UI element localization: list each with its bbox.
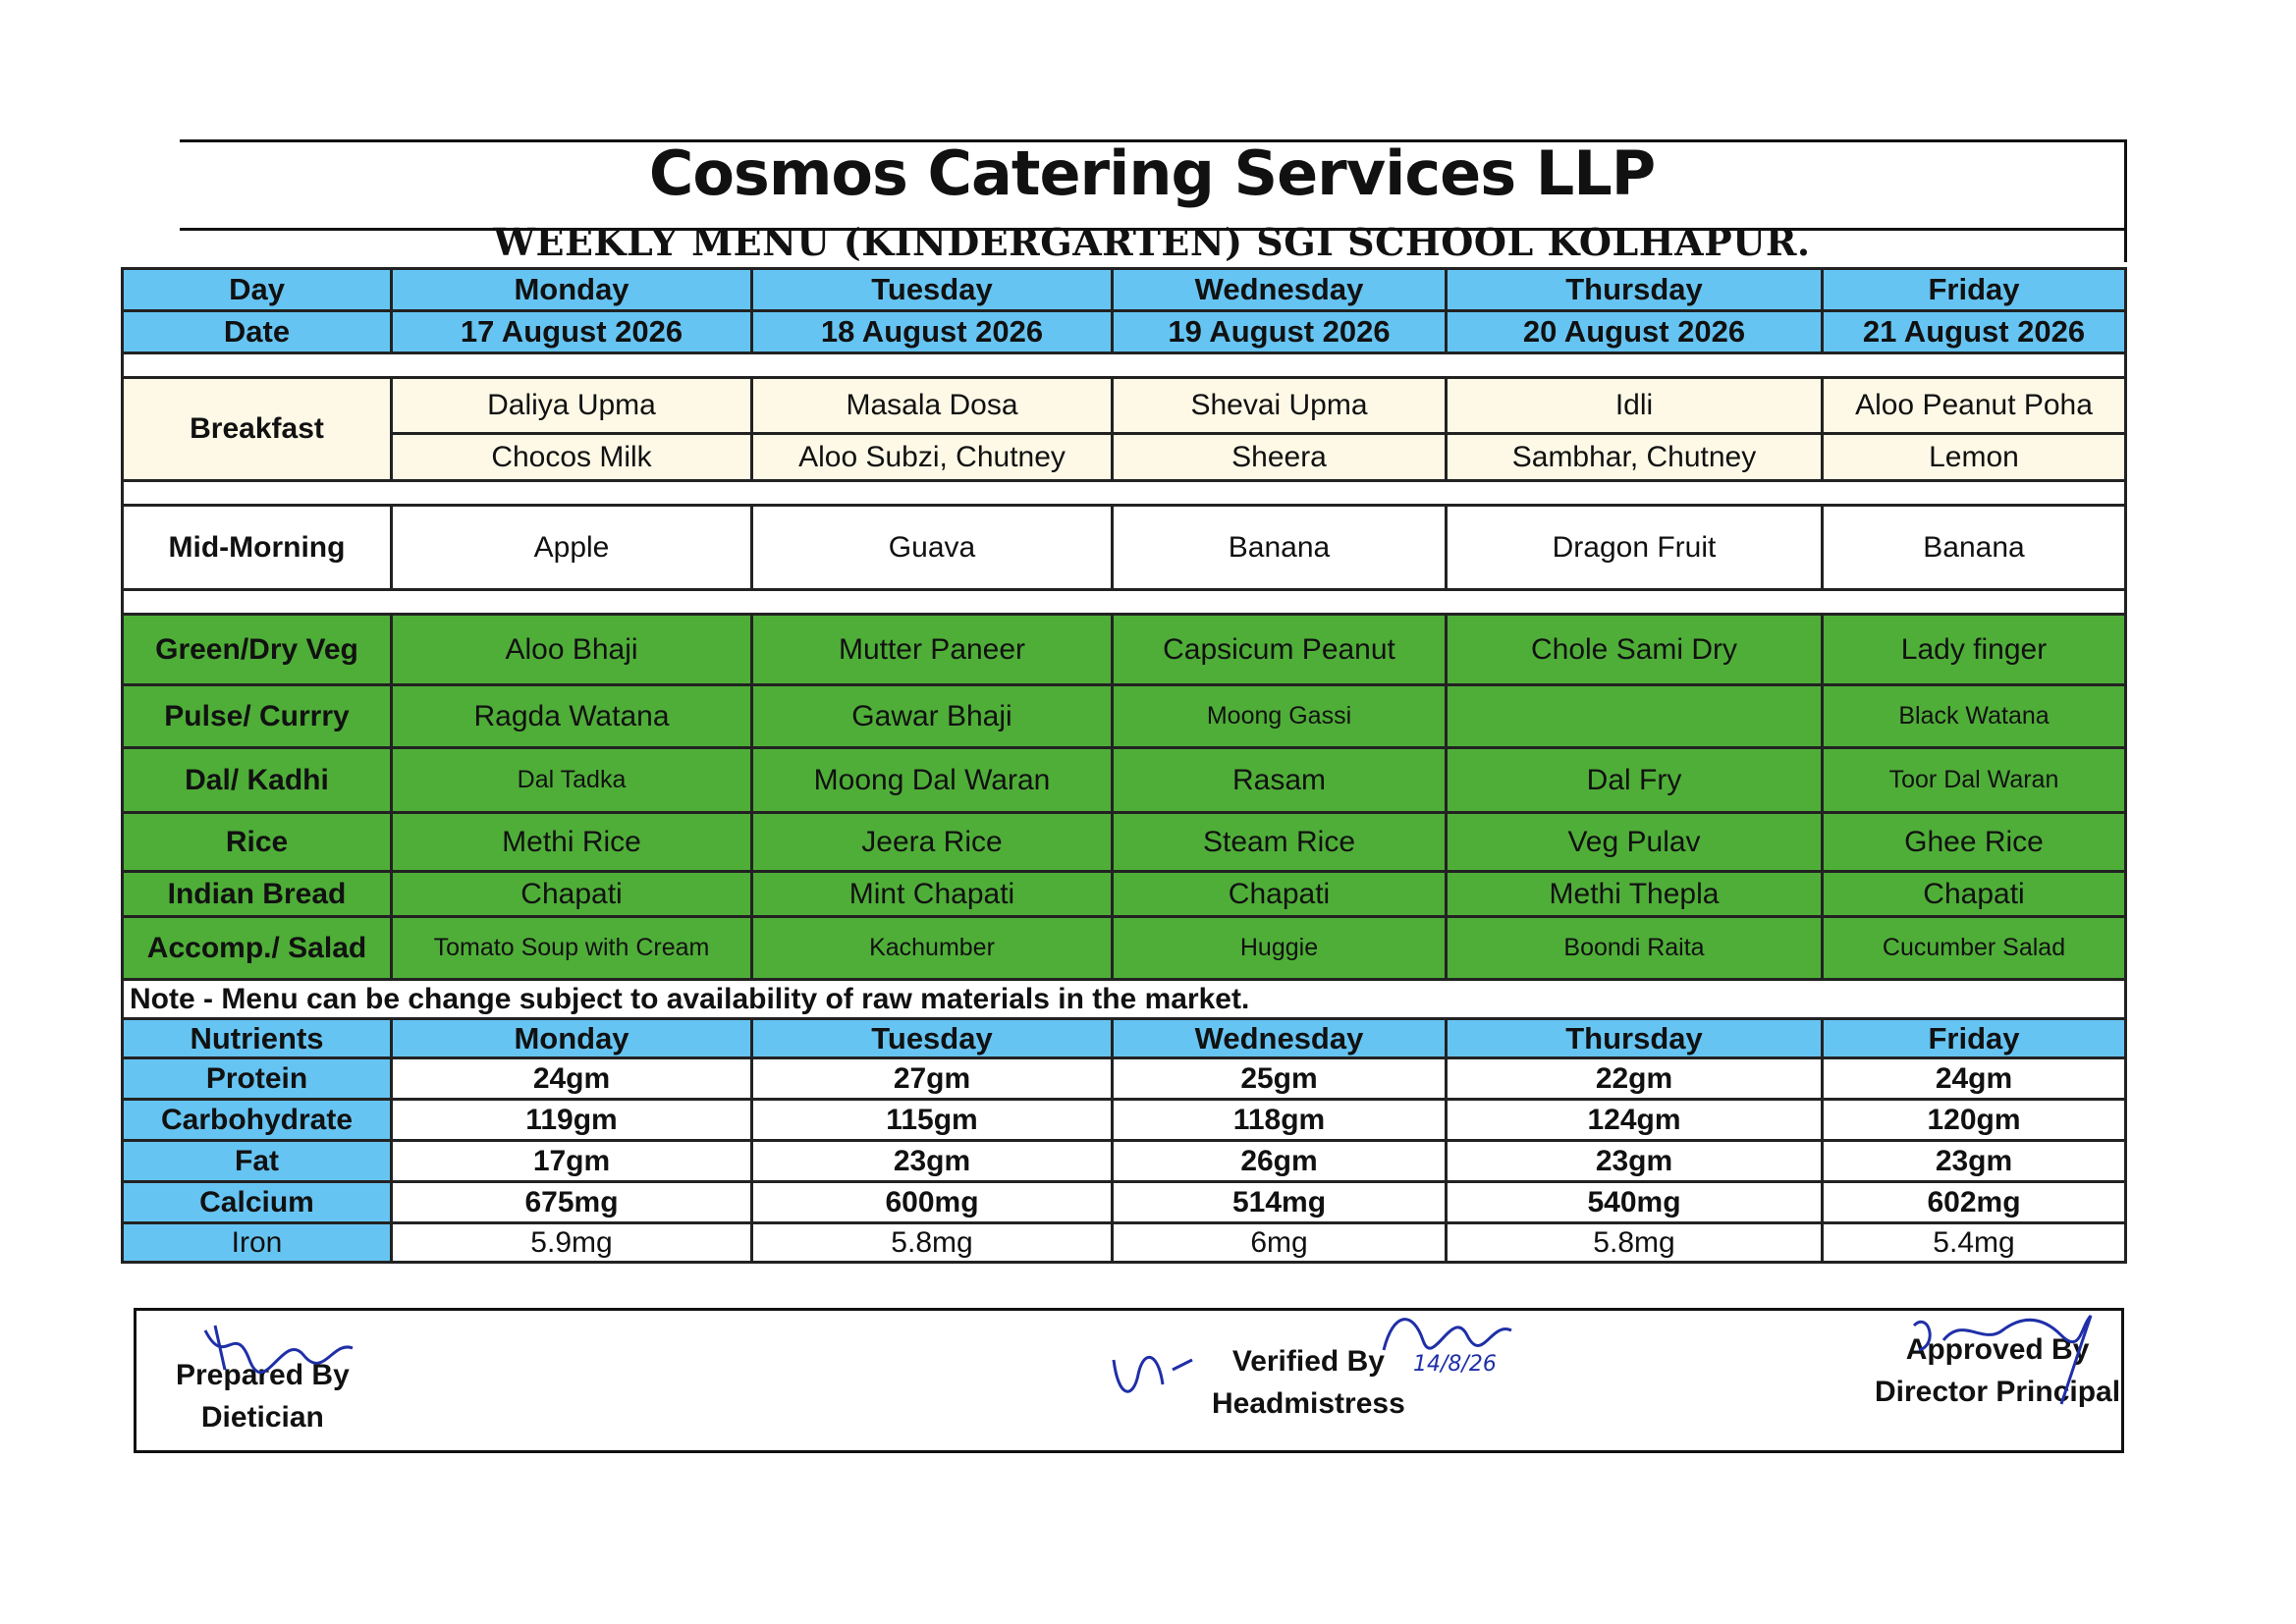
lunch-item: Rasam bbox=[1113, 748, 1447, 813]
day-label: Day bbox=[123, 269, 392, 311]
lunch-label: Dal/ Kadhi bbox=[123, 748, 392, 813]
lunch-item: Chapati bbox=[1113, 872, 1447, 917]
separator bbox=[123, 353, 2126, 378]
day-row bbox=[123, 269, 2126, 311]
mid-morning-row bbox=[123, 506, 2126, 590]
mid-morning-label: Mid-Morning bbox=[123, 506, 392, 590]
lunch-row bbox=[123, 615, 2126, 685]
mid-morning-item: Dragon Fruit bbox=[1447, 506, 1823, 590]
nutrient-value: 5.8mg bbox=[1447, 1223, 1823, 1263]
initials-signature bbox=[1104, 1330, 1212, 1419]
nutrients-label: Nutrients bbox=[123, 1019, 392, 1058]
date-friday: 21 August 2026 bbox=[1823, 311, 2126, 353]
approved-by-label: Approved By bbox=[1905, 1333, 2090, 1366]
dietician-signature bbox=[195, 1311, 362, 1389]
nutrient-value: 675mg bbox=[392, 1182, 752, 1223]
breakfast-row-side bbox=[123, 434, 2126, 481]
mid-morning-item: Apple bbox=[392, 506, 752, 590]
nutrient-value: 24gm bbox=[392, 1058, 752, 1100]
lunch-item: Tomato Soup with Cream bbox=[392, 917, 752, 980]
breakfast-side: Lemon bbox=[1823, 434, 2126, 481]
lunch-label: Indian Bread bbox=[123, 872, 392, 917]
separator-cell bbox=[123, 590, 2126, 615]
lunch-item: Veg Pulav bbox=[1447, 813, 1823, 872]
nutrients-header-row bbox=[123, 1019, 2126, 1058]
lunch-label: Accomp./ Salad bbox=[123, 917, 392, 980]
separator-cell bbox=[123, 353, 2126, 378]
nutrient-row bbox=[123, 1141, 2126, 1182]
lunch-item: Gawar Bhaji bbox=[752, 685, 1113, 748]
principal-signature bbox=[1904, 1306, 2101, 1414]
lunch-row bbox=[123, 685, 2126, 748]
prepared-role: Dietician bbox=[200, 1401, 324, 1434]
note-row bbox=[123, 980, 2126, 1019]
nutrient-row bbox=[123, 1223, 2126, 1263]
nutrient-day: Tuesday bbox=[752, 1019, 1113, 1058]
nutrient-value: 23gm bbox=[1823, 1141, 2126, 1182]
day-monday: Monday bbox=[392, 269, 752, 311]
verified-by-label: Verified By bbox=[1231, 1345, 1385, 1378]
breakfast-main: Shevai Upma bbox=[1113, 378, 1447, 434]
lunch-item: Ragda Watana bbox=[392, 685, 752, 748]
nutrient-value: 23gm bbox=[752, 1141, 1113, 1182]
nutrient-label: Carbohydrate bbox=[123, 1100, 392, 1141]
lunch-item: Mutter Paneer bbox=[752, 615, 1113, 685]
weekly-menu-table bbox=[121, 267, 2127, 1264]
lunch-item bbox=[1447, 685, 1823, 748]
lunch-item: Cucumber Salad bbox=[1823, 917, 2126, 980]
nutrient-value: 5.8mg bbox=[752, 1223, 1113, 1263]
date-thursday: 20 August 2026 bbox=[1447, 311, 1823, 353]
day-wednesday: Wednesday bbox=[1113, 269, 1447, 311]
nutrient-day: Thursday bbox=[1447, 1019, 1823, 1058]
nutrient-value: 602mg bbox=[1823, 1182, 2126, 1223]
mid-morning-item: Banana bbox=[1823, 506, 2126, 590]
date-row bbox=[123, 311, 2126, 353]
lunch-item: Black Watana bbox=[1823, 685, 2126, 748]
nutrient-value: 600mg bbox=[752, 1182, 1113, 1223]
nutrient-row bbox=[123, 1100, 2126, 1141]
lunch-item: Ghee Rice bbox=[1823, 813, 2126, 872]
breakfast-side: Sheera bbox=[1113, 434, 1447, 481]
day-tuesday: Tuesday bbox=[752, 269, 1113, 311]
date-tuesday: 18 August 2026 bbox=[752, 311, 1113, 353]
nutrient-value: 115gm bbox=[752, 1100, 1113, 1141]
page-subtitle: WEEKLY MENU (KINDERGARTEN) SGI SCHOOL KOLHAPUR. bbox=[493, 220, 1811, 264]
nutrient-day: Wednesday bbox=[1113, 1019, 1447, 1058]
separator bbox=[123, 481, 2126, 506]
lunch-item: Jeera Rice bbox=[752, 813, 1113, 872]
lunch-item: Moong Dal Waran bbox=[752, 748, 1113, 813]
nutrient-value: 118gm bbox=[1113, 1100, 1447, 1141]
date-monday: 17 August 2026 bbox=[392, 311, 752, 353]
date-wednesday: 19 August 2026 bbox=[1113, 311, 1447, 353]
lunch-item: Chole Sami Dry bbox=[1447, 615, 1823, 685]
nutrient-value: 5.9mg bbox=[392, 1223, 752, 1263]
nutrient-label: Protein bbox=[123, 1058, 392, 1100]
verified-role: Headmistress bbox=[1212, 1387, 1405, 1420]
signature-box bbox=[134, 1308, 2124, 1453]
page-title: Cosmos Catering Services LLP bbox=[648, 137, 1656, 209]
note-text: Note - Menu can be change subject to availability of raw materials in the market. bbox=[123, 980, 2126, 1019]
separator bbox=[123, 590, 2126, 615]
menu-sheet bbox=[121, 139, 2124, 1453]
nutrient-value: 25gm bbox=[1113, 1058, 1447, 1100]
nutrient-value: 5.4mg bbox=[1823, 1223, 2126, 1263]
separator-cell bbox=[123, 481, 2126, 506]
lunch-item: Dal Tadka bbox=[392, 748, 752, 813]
nutrient-value: 514mg bbox=[1113, 1182, 1447, 1223]
nutrient-value: 120gm bbox=[1823, 1100, 2126, 1141]
breakfast-main: Masala Dosa bbox=[752, 378, 1113, 434]
approved-role: Director Principal bbox=[1875, 1376, 2121, 1408]
nutrient-value: 26gm bbox=[1113, 1141, 1447, 1182]
nutrient-value: 23gm bbox=[1447, 1141, 1823, 1182]
lunch-row bbox=[123, 872, 2126, 917]
lunch-label: Pulse/ Currry bbox=[123, 685, 392, 748]
nutrient-day: Monday bbox=[392, 1019, 752, 1058]
breakfast-main: Daliya Upma bbox=[392, 378, 752, 434]
verified-date: 14/8/26 bbox=[1413, 1352, 1497, 1377]
breakfast-side: Chocos Milk bbox=[392, 434, 752, 481]
lunch-item: Lady finger bbox=[1823, 615, 2126, 685]
day-thursday: Thursday bbox=[1447, 269, 1823, 311]
lunch-item: Chapati bbox=[1823, 872, 2126, 917]
nutrient-value: 540mg bbox=[1447, 1182, 1823, 1223]
nutrient-value: 17gm bbox=[392, 1141, 752, 1182]
nutrient-label: Iron bbox=[123, 1223, 392, 1263]
lunch-item: Chapati bbox=[392, 872, 752, 917]
lunch-row bbox=[123, 917, 2126, 980]
lunch-row bbox=[123, 813, 2126, 872]
nutrient-value: 6mg bbox=[1113, 1223, 1447, 1263]
breakfast-main: Idli bbox=[1447, 378, 1823, 434]
lunch-item: Steam Rice bbox=[1113, 813, 1447, 872]
lunch-item: Mint Chapati bbox=[752, 872, 1113, 917]
nutrient-value: 24gm bbox=[1823, 1058, 2126, 1100]
lunch-row bbox=[123, 748, 2126, 813]
nutrient-row bbox=[123, 1182, 2126, 1223]
breakfast-side: Sambhar, Chutney bbox=[1447, 434, 1823, 481]
breakfast-row-main bbox=[123, 378, 2126, 434]
lunch-item: Toor Dal Waran bbox=[1823, 748, 2126, 813]
lunch-label: Green/Dry Veg bbox=[123, 615, 392, 685]
breakfast-main: Aloo Peanut Poha bbox=[1823, 378, 2126, 434]
day-friday: Friday bbox=[1823, 269, 2126, 311]
prepared-by-label: Prepared By bbox=[176, 1359, 350, 1391]
nutrient-label: Calcium bbox=[123, 1182, 392, 1223]
lunch-item: Huggie bbox=[1113, 917, 1447, 980]
nutrient-label: Fat bbox=[123, 1141, 392, 1182]
lunch-item: Methi Thepla bbox=[1447, 872, 1823, 917]
lunch-item: Kachumber bbox=[752, 917, 1113, 980]
lunch-item: Boondi Raita bbox=[1447, 917, 1823, 980]
lunch-item: Moong Gassi bbox=[1113, 685, 1447, 748]
nutrient-row bbox=[123, 1058, 2126, 1100]
lunch-label: Rice bbox=[123, 813, 392, 872]
lunch-item: Dal Fry bbox=[1447, 748, 1823, 813]
lunch-item: Aloo Bhaji bbox=[392, 615, 752, 685]
nutrient-value: 27gm bbox=[752, 1058, 1113, 1100]
breakfast-label: Breakfast bbox=[123, 378, 392, 481]
mid-morning-item: Banana bbox=[1113, 506, 1447, 590]
lunch-item: Methi Rice bbox=[392, 813, 752, 872]
mid-morning-item: Guava bbox=[752, 506, 1113, 590]
nutrient-day: Friday bbox=[1823, 1019, 2126, 1058]
nutrient-value: 119gm bbox=[392, 1100, 752, 1141]
breakfast-side: Aloo Subzi, Chutney bbox=[752, 434, 1113, 481]
date-label: Date bbox=[123, 311, 392, 353]
nutrient-value: 22gm bbox=[1447, 1058, 1823, 1100]
lunch-item: Capsicum Peanut bbox=[1113, 615, 1447, 685]
nutrient-value: 124gm bbox=[1447, 1100, 1823, 1141]
